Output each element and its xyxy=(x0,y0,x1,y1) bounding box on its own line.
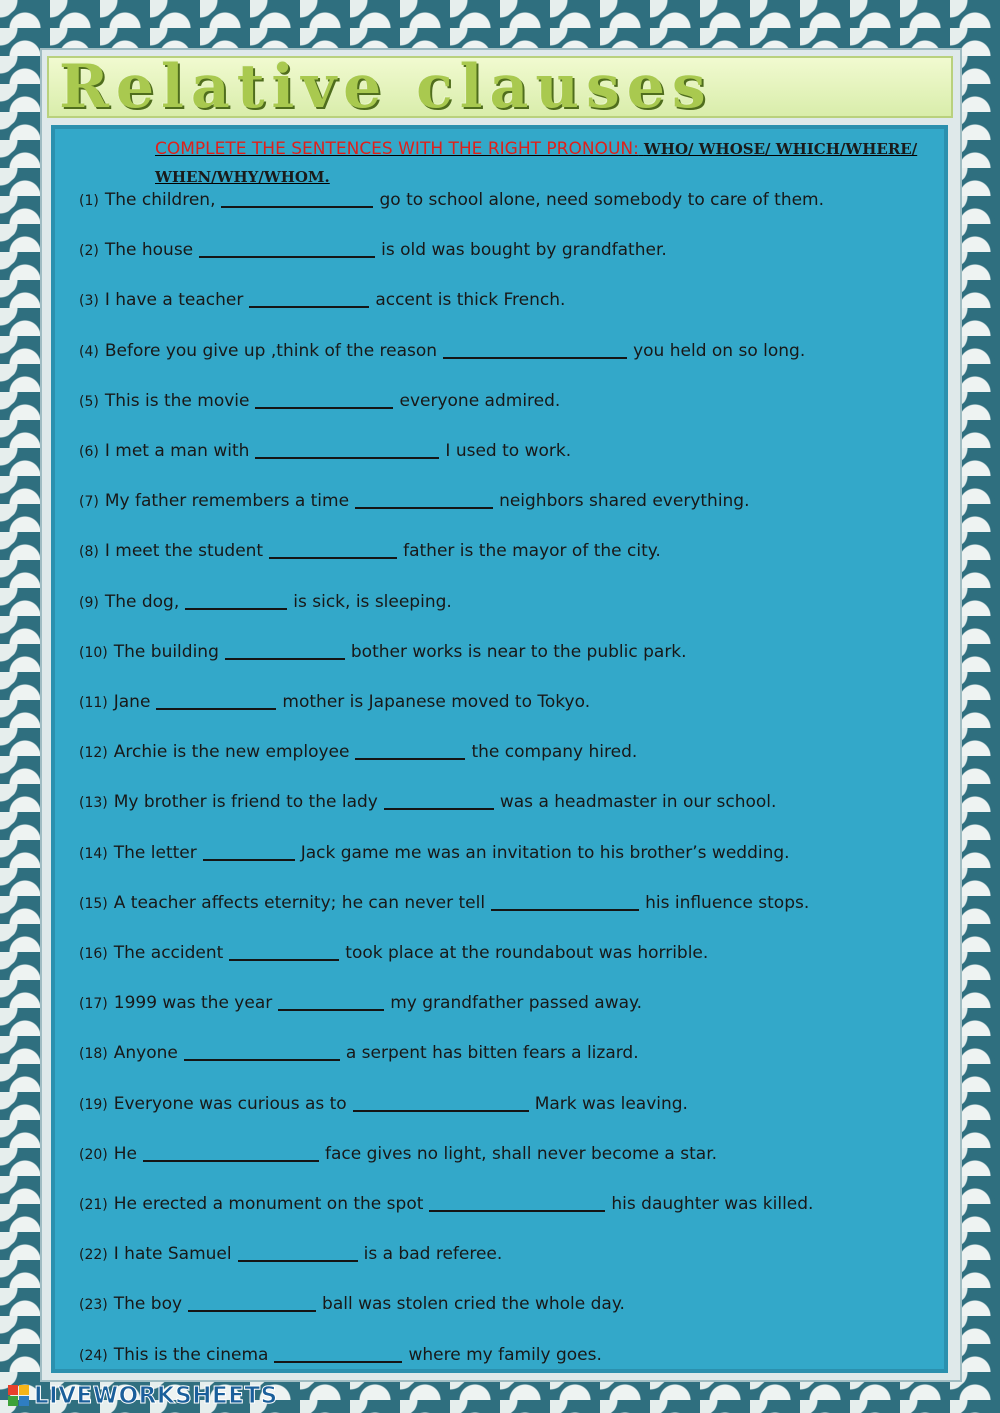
sentence-number: (14) xyxy=(79,845,108,862)
sentence-text-after: a serpent has bitten fears a lizard. xyxy=(345,1043,639,1064)
answer-blank[interactable] xyxy=(203,858,295,861)
sentence-number: (1) xyxy=(79,193,99,209)
sentence-item xyxy=(79,891,809,915)
answer-blank[interactable] xyxy=(199,255,375,258)
answer-blank[interactable] xyxy=(255,456,439,459)
sentence-item xyxy=(79,740,637,764)
answer-blank[interactable] xyxy=(156,707,276,710)
sentence-text-before: He erected a monument on the spot xyxy=(113,1194,424,1214)
sentence-text-before: He xyxy=(113,1143,137,1164)
sentence-number: (23) xyxy=(79,1297,108,1314)
title-banner xyxy=(47,52,953,122)
answer-blank[interactable] xyxy=(384,807,494,810)
sentence-item xyxy=(79,841,790,865)
page-title: Relative clauses xyxy=(59,52,713,122)
answer-blank[interactable] xyxy=(249,305,369,308)
answer-blank[interactable] xyxy=(278,1008,384,1011)
sentence-text-before: This is the cinema xyxy=(113,1344,269,1365)
answer-blank[interactable] xyxy=(355,506,493,509)
sentence-number: (3) xyxy=(79,293,99,310)
sentence-text-before: The accident xyxy=(113,943,224,963)
sentence-text-before: This is the movie xyxy=(104,390,250,411)
sentence-number: (8) xyxy=(79,544,99,561)
sentence-number: (19) xyxy=(79,1096,108,1113)
sentence-text-after: mother is Japanese moved to Tokyo. xyxy=(282,692,591,712)
sentence-item xyxy=(79,188,824,212)
sentence-item xyxy=(79,489,750,513)
sentence-item xyxy=(79,640,687,664)
liveworksheets-logo[interactable] xyxy=(8,1381,278,1411)
sentence-text-after: Jack game me was an invitation to his brother’s wedding. xyxy=(300,842,790,863)
sentence-number: (13) xyxy=(79,795,108,812)
answer-blank[interactable] xyxy=(229,958,339,961)
sentence-number: (10) xyxy=(79,644,108,661)
sentence-item xyxy=(79,1192,813,1216)
sentence-text-after: father is the mayor of the city. xyxy=(403,541,661,562)
sentence-number: (12) xyxy=(79,745,108,762)
sentence-number: (21) xyxy=(79,1197,108,1213)
sentence-number: (17) xyxy=(79,996,108,1013)
sentence-number: (6) xyxy=(79,444,99,460)
sentence-text-after: you held on so long. xyxy=(633,340,806,361)
sentence-text-after: took place at the roundabout was horrible. xyxy=(345,943,709,963)
liveworksheets-logo-icon xyxy=(8,1385,30,1407)
sentence-number: (2) xyxy=(79,243,99,260)
sentence-text-before: Anyone xyxy=(113,1043,178,1064)
sentence-text-before: Before you give up ,think of the reason xyxy=(104,340,438,361)
sentence-item xyxy=(79,1092,688,1116)
sentence-item xyxy=(79,288,565,312)
sentence-number: (11) xyxy=(79,695,108,711)
sentence-text-after: is old was bought by grandfather. xyxy=(381,240,667,261)
worksheet-panel xyxy=(51,125,948,1373)
sentence-text-before: I met a man with xyxy=(104,441,250,461)
instructions-main: COMPLETE THE SENTENCES WITH THE RIGHT PRONOUN: xyxy=(155,139,639,159)
sentence-item xyxy=(79,1041,639,1065)
sentence-text-before: The house xyxy=(104,240,194,261)
sentence-item xyxy=(79,339,805,363)
sentence-item xyxy=(79,439,571,463)
sentence-text-after: bother works is near to the public park. xyxy=(350,641,687,662)
sentence-number: (24) xyxy=(79,1347,108,1364)
sentence-item xyxy=(79,389,560,413)
sentence-number: (18) xyxy=(79,1046,108,1063)
answer-blank[interactable] xyxy=(143,1159,319,1162)
answer-blank[interactable] xyxy=(353,1109,529,1112)
sentence-text-after: ball was stolen cried the whole day. xyxy=(322,1294,625,1315)
sentence-text-after: where my family goes. xyxy=(408,1344,602,1365)
sentence-item xyxy=(79,1343,602,1367)
sentence-number: (16) xyxy=(79,946,108,962)
instructions xyxy=(155,135,935,191)
sentence-item xyxy=(79,991,642,1015)
answer-blank[interactable] xyxy=(184,1058,340,1061)
sentence-number: (4) xyxy=(79,343,99,360)
sentence-text-after: go to school alone, need somebody to care of them. xyxy=(379,190,825,210)
sentence-text-before: Jane xyxy=(113,692,151,712)
sentence-text-before: The children, xyxy=(104,190,216,210)
sentence-item xyxy=(79,690,590,714)
sentence-item xyxy=(79,1142,717,1166)
sentence-text-before: The letter xyxy=(113,842,197,863)
sentence-text-before: 1999 was the year xyxy=(113,993,273,1014)
answer-blank[interactable] xyxy=(443,356,627,359)
sentence-text-after: I used to work. xyxy=(445,441,572,461)
instructions-pronoun-list: WHO/ WHOSE/ WHICH/WHERE/ WHEN/WHY/WHOM. xyxy=(155,140,918,186)
answer-blank[interactable] xyxy=(274,1360,402,1363)
sentence-text-before: My father remembers a time xyxy=(104,491,350,512)
sentence-text-after: his influence stops. xyxy=(645,892,810,913)
sentence-number: (7) xyxy=(79,494,99,511)
sentence-number: (5) xyxy=(79,393,99,410)
sentence-number: (15) xyxy=(79,895,108,912)
sentence-item xyxy=(79,790,776,814)
sentence-text-before: I have a teacher xyxy=(104,290,244,311)
sentence-item xyxy=(79,238,667,262)
answer-blank[interactable] xyxy=(429,1209,605,1212)
answer-blank[interactable] xyxy=(185,607,287,610)
answer-blank[interactable] xyxy=(355,757,465,760)
sentence-text-after: the company hired. xyxy=(471,742,638,763)
sentence-text-after: my grandfather passed away. xyxy=(390,993,643,1014)
sentence-text-before: I hate Samuel xyxy=(113,1244,232,1265)
sentence-text-before: My brother is friend to the lady xyxy=(113,792,378,813)
sentence-text-before: Everyone was curious as to xyxy=(113,1093,347,1114)
sentence-number: (9) xyxy=(79,594,99,611)
sentence-text-after: accent is thick French. xyxy=(375,290,566,311)
sentence-text-before: I meet the student xyxy=(104,541,264,562)
sentence-item xyxy=(79,590,452,614)
answer-blank[interactable] xyxy=(221,205,373,208)
sentence-text-after: his daughter was killed. xyxy=(611,1194,814,1214)
logo-text: LIVEWORKSHEETS xyxy=(34,1383,278,1409)
answer-blank[interactable] xyxy=(188,1309,316,1312)
sentence-item xyxy=(79,539,661,563)
answer-blank[interactable] xyxy=(225,657,345,660)
answer-blank[interactable] xyxy=(238,1259,358,1262)
answer-blank[interactable] xyxy=(255,406,393,409)
sentence-text-after: is a bad referee. xyxy=(363,1244,503,1265)
sentence-text-before: The building xyxy=(113,641,219,662)
sentence-text-before: The dog, xyxy=(104,591,180,612)
sentence-text-after: is sick, is sleeping. xyxy=(293,591,452,612)
sentence-number: (20) xyxy=(79,1146,108,1163)
sentence-text-after: Mark was leaving. xyxy=(534,1093,688,1114)
answer-blank[interactable] xyxy=(269,556,397,559)
sentence-item xyxy=(79,1242,502,1266)
sentence-item xyxy=(79,1292,625,1316)
sentence-text-after: everyone admired. xyxy=(399,390,561,411)
sentence-text-after: face gives no light, shall never become a star. xyxy=(325,1143,718,1164)
sentence-text-after: was a headmaster in our school. xyxy=(499,792,777,813)
sentence-text-before: Archie is the new employee xyxy=(113,742,350,763)
sentence-text-before: The boy xyxy=(113,1294,183,1315)
sentence-item xyxy=(79,941,708,965)
answer-blank[interactable] xyxy=(491,908,639,911)
sentence-number: (22) xyxy=(79,1247,108,1264)
sentence-text-before: A teacher affects eternity; he can never tell xyxy=(113,892,486,913)
sentence-text-after: neighbors shared everything. xyxy=(499,491,750,512)
